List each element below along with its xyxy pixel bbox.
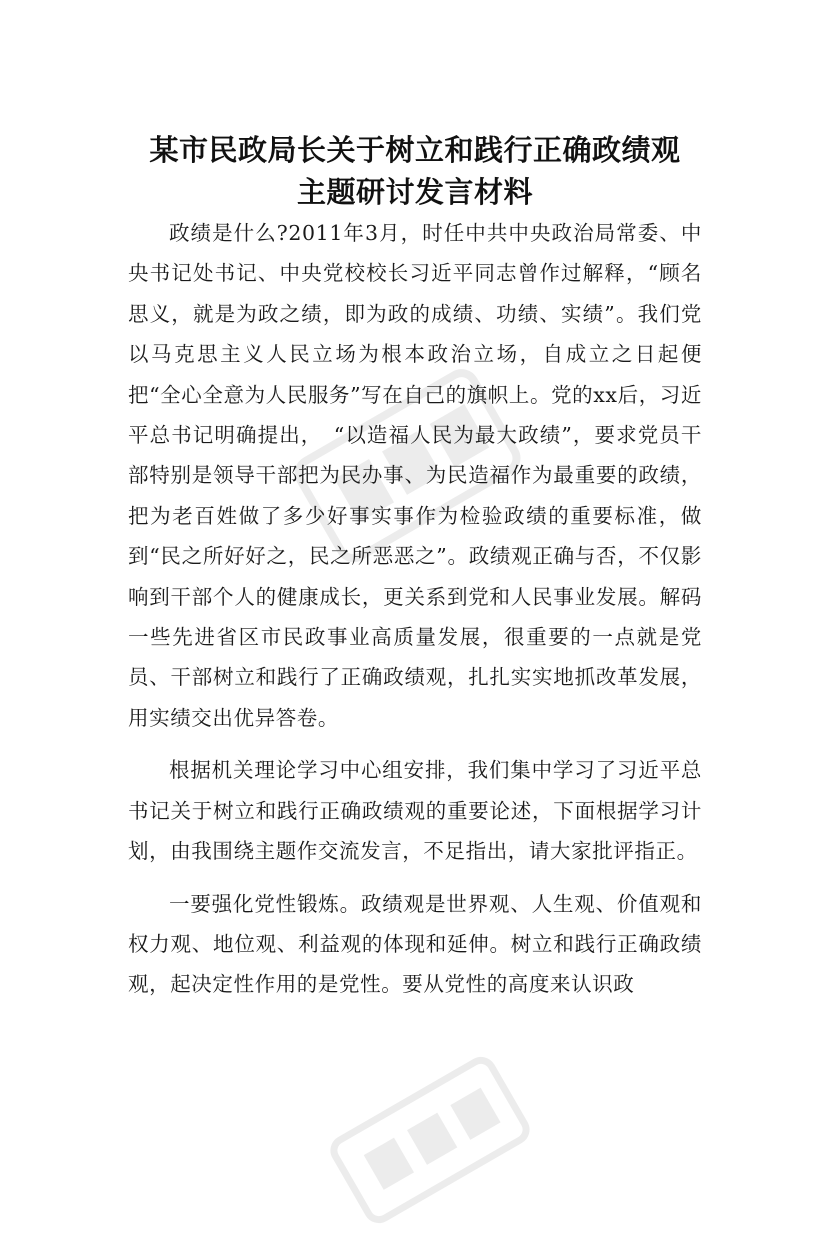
paragraph: 一要强化党性锻炼。政绩观是世界观、人生观、价值观和权力观、地位观、利益观的体现和延伸。树立和践行正确政绩观，起决定性作用的是党性。要从党性的高度来认识政	[128, 891, 702, 997]
paragraph: 政绩是什么?2011年3月，时任中共中央政治局常委、中央书记处书记、中央党校校长习近平同志曾作过解释，“顾名思义，就是为政之绩，即为政的成绩、功绩、实绩”。我们党以马克思主义人民立场为根本政治立场，自成立之日起便把“全心全意为人民服务”写在自己的旗帜上。党的xx后，习近平总书记明确提出， “以造福人民为最大政绩”，要求党员干部特别是领导干部把为民办事、为民造福作为最重要的政绩，把为老百姓做了多少好事实事作为检验政绩的重要标准，做到“民之所好好之，民之所恶恶之”。政绩观正确与否，不仅影响到干部个人的健康成长，更关系到党和人民事业发展。解码一些先进省区市民政事业高质量发展，很重要的一点就是党员、干部树立和践行了正确政绩观，扎扎实实地抓改革发展，用实绩交出优异答卷。	[128, 221, 702, 730]
document-title-line-1: 某市民政局长关于树立和践行正确政绩观	[149, 133, 681, 167]
document-title-line-2: 主题研讨发言材料	[296, 175, 533, 209]
paragraph: 根据机关理论学习中心组安排，我们集中学习了习近平总书记关于树立和践行正确政绩观的重要论述，下面根据学习计划，由我围绕主题作交流发言，不足指出，请大家批评指正。	[128, 758, 702, 864]
document-body	[128, 213, 702, 1005]
watermark-graphic-bottom	[313, 1038, 546, 1242]
